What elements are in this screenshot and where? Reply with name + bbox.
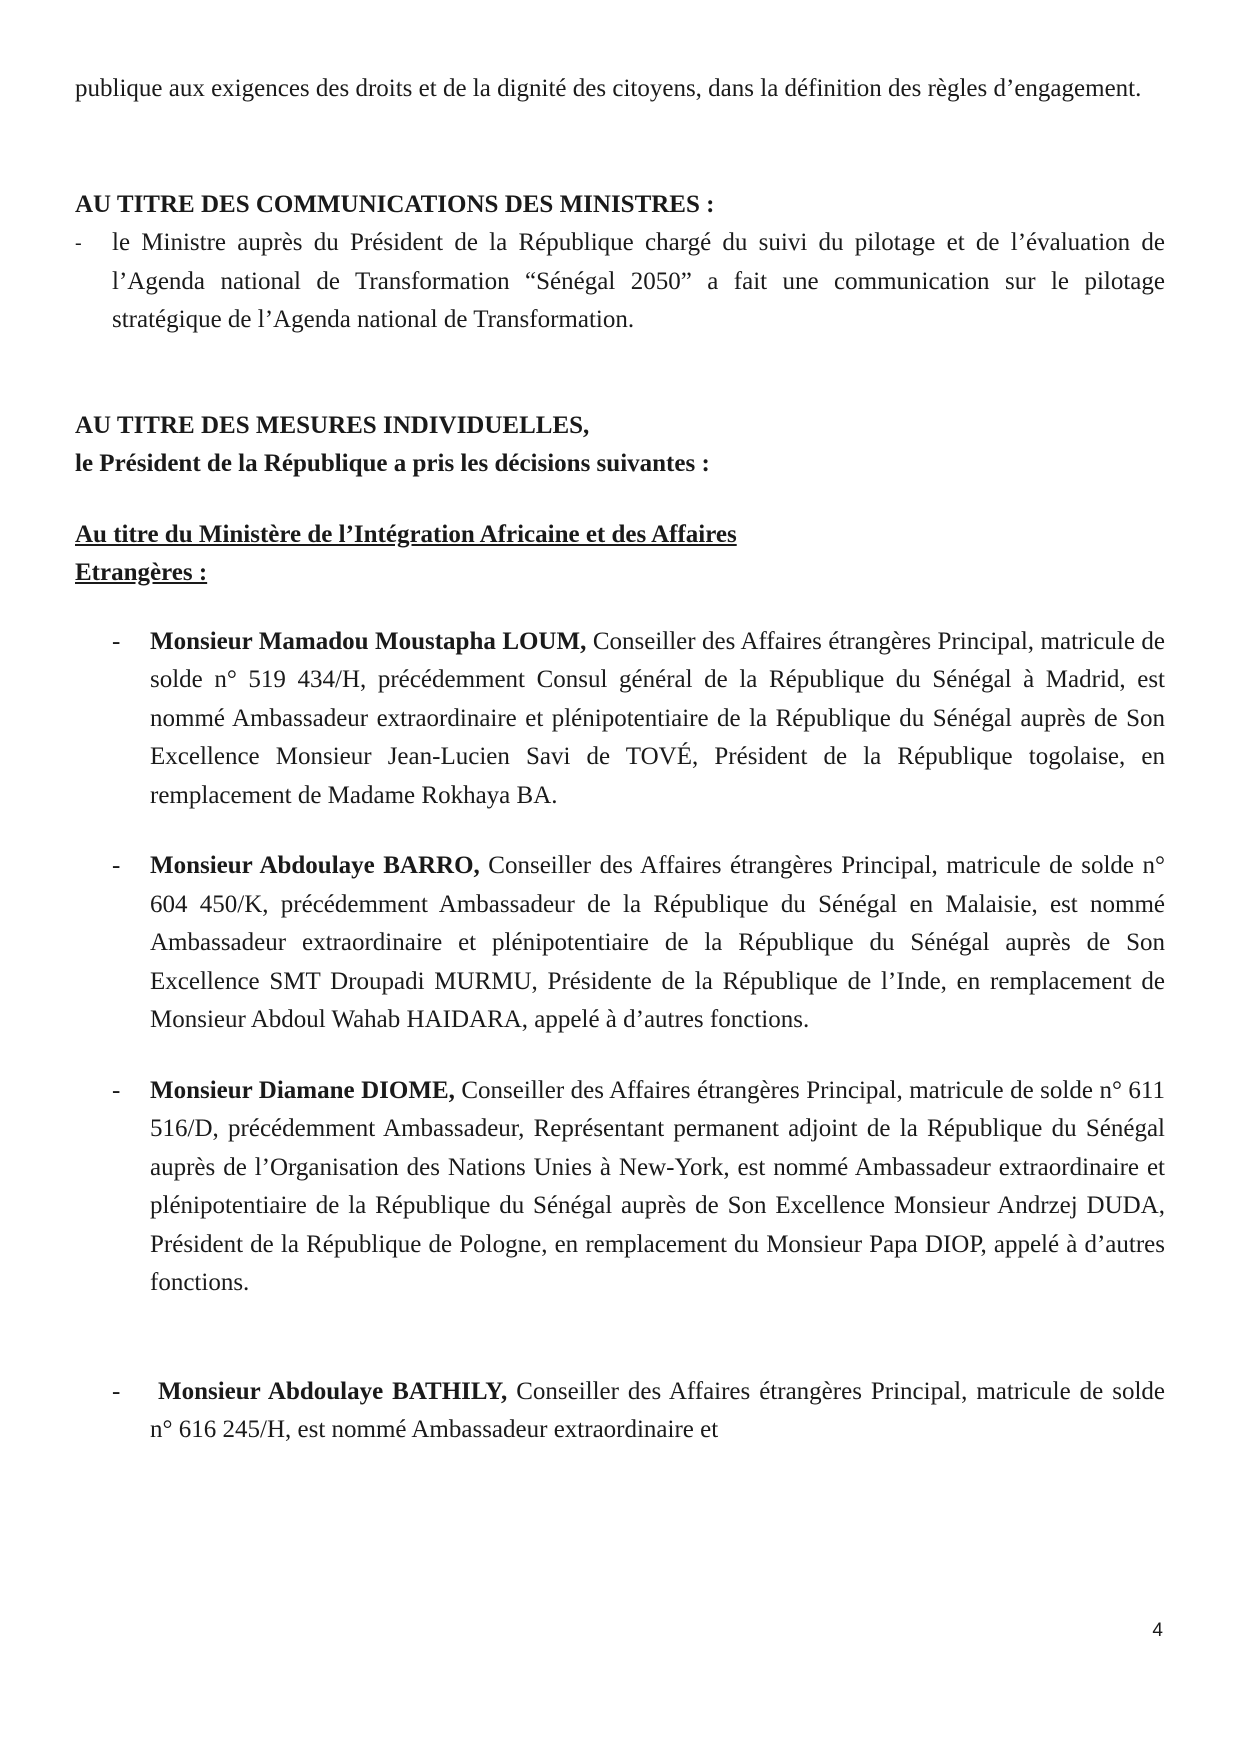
bullet-dash: - bbox=[112, 852, 121, 879]
document-page bbox=[75, 70, 1165, 1450]
decision-text: Conseiller des Affaires étrangères Principal, matricule de solde n° 519 434/H, précédemment Consul général de la République du Sénégal à Madrid, est nommé Ambassadeur extraordinaire et plénipotentiaire de la République du Sénégal auprès de Son Excellence Monsieur Jean-Lucien Savi de TOVÉ, Président de la République togolaise, en remplacement de Madame Rokhaya BA. bbox=[150, 627, 1165, 809]
bullet-dash: - bbox=[112, 1076, 121, 1104]
appointee-name: Monsieur Abdoulaye BARRO, bbox=[150, 852, 480, 879]
decision-text: Conseiller des Affaires étrangères Principal, matricule de solde n° 616 245/H, est nommé Ambassadeur extraordinaire et bbox=[150, 1377, 1165, 1443]
communications-section bbox=[75, 186, 1165, 340]
decision-item bbox=[75, 1072, 1165, 1303]
communications-heading: AU TITRE DES COMMUNICATIONS DES MINISTRES : bbox=[75, 190, 715, 218]
ministry-heading-line1: Au titre du Ministère de l’Intégration Africaine et des Affaires bbox=[75, 520, 737, 548]
bullet-dash: - bbox=[112, 1377, 121, 1405]
measures-heading: AU TITRE DES MESURES INDIVIDUELLES, bbox=[75, 411, 590, 439]
individual-measures-section bbox=[75, 407, 1165, 1450]
decision-item bbox=[75, 847, 1165, 1040]
measures-subheading: le Président de la République a pris les décisions suivantes : bbox=[75, 450, 710, 477]
appointee-name: Monsieur Mamadou Moustapha LOUM, bbox=[150, 627, 587, 655]
communication-text: le Ministre auprès du Président de la République chargé du suivi du pilotage et de l’évaluation de l’Agenda national de Transformation “Sénégal 2050” a fait une communication sur le pilotage stratégique de l’Agenda national de Transformation. bbox=[112, 229, 1165, 333]
decision-text: Conseiller des Affaires étrangères Principal, matricule de solde n° 604 450/K, précédemment Ambassadeur de la République du Sénégal en Malaisie, est nommé Ambassadeur extraordinaire et plénipotentiaire de la République du Sénégal auprès de Son Excellence SMT Droupadi MURMU, Présidente de la République de l’Inde, en remplacement de Monsieur Abdoul Wahab HAIDARA, appelé à d’autres fonctions. bbox=[150, 852, 1165, 1033]
decision-item bbox=[75, 1373, 1165, 1450]
bullet-dash: - bbox=[75, 232, 82, 254]
ministry-heading-line2: Etrangères : bbox=[75, 559, 208, 586]
communication-item bbox=[75, 224, 1165, 340]
page-number: 4 bbox=[1152, 1620, 1163, 1641]
decision-item bbox=[75, 623, 1165, 816]
appointee-name: Monsieur Abdoulaye BATHILY, bbox=[158, 1377, 508, 1405]
bullet-dash: - bbox=[112, 627, 121, 655]
appointee-name: Monsieur Diamane DIOME, bbox=[150, 1076, 455, 1104]
intro-paragraph: publique aux exigences des droits et de la dignité des citoyens, dans la définition des règles d’engagement. bbox=[75, 75, 1142, 102]
decision-text: Conseiller des Affaires étrangères Principal, matricule de solde n° 611 516/D, précédemment Ambassadeur, Représentant permanent adjoint de la République du Sénégal auprès de l’Organisation des Nations Unies à New-York, est nommé Ambassadeur extraordinaire et plénipotentiaire de la République du Sénégal auprès de Son Excellence Monsieur Andrzej DUDA, Président de la République de Pologne, en remplacement du Monsieur Papa DIOP, appelé à d’autres fonctions. bbox=[150, 1076, 1166, 1296]
